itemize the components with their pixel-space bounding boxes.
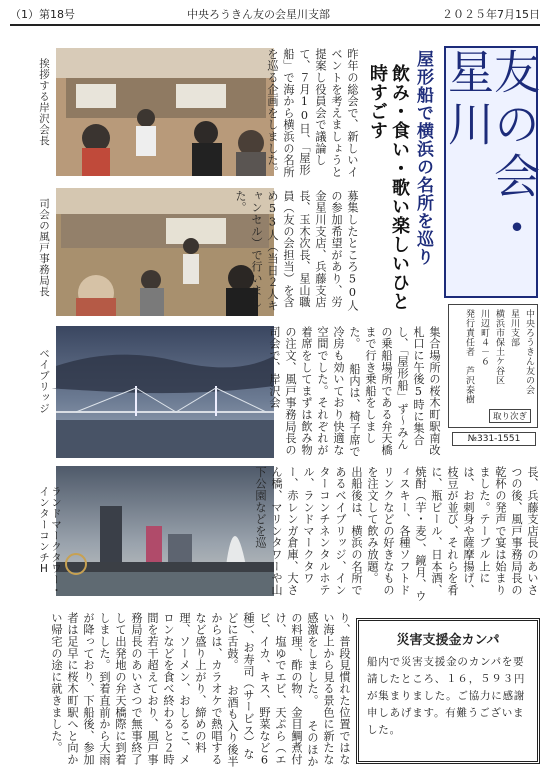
publisher-line: 川辺町４－６ bbox=[479, 309, 489, 366]
photo-bay-bridge bbox=[56, 326, 274, 458]
publisher-line: 横浜市保土ケ谷区 bbox=[494, 309, 504, 385]
donation-box bbox=[356, 618, 540, 764]
skyline-photo-icon bbox=[56, 466, 274, 596]
headline bbox=[364, 50, 434, 320]
photo-greeting bbox=[56, 48, 274, 176]
issue-number: （1）第18号 bbox=[10, 8, 75, 21]
headline-line-2: 飲み・食い・歌い楽しいひと時すごす bbox=[367, 64, 410, 311]
publisher-box bbox=[448, 304, 538, 428]
page-header bbox=[10, 4, 540, 26]
article-column-4: 長、兵藤支店長のあいさつの後、風戸事務局長の乾杯の発声で宴は始まりました。テーブル上には、お刺身や薩摩揚げ、枝豆が並び、それらを肴に、瓶ビール、日本酒、焼酎（芋・麦）、鏡月、ウィスキー、各種ソフトドリンクなどの好きなものを注文して飲み放題。 出船後は、横浜の名所であるベイブリッジ、インターコンチネンタルホテル、ランドマークタワー、赤レンガ倉庫、大さん橋、マリンタワーや山下公園などを巡 bbox=[254, 466, 539, 602]
headline-line-1: 屋形船で横浜の名所を巡り bbox=[413, 50, 433, 266]
people-photo-icon bbox=[56, 48, 274, 176]
photo-landmark-tower bbox=[56, 466, 274, 596]
donation-title: 災害支援金カンパ bbox=[396, 633, 500, 648]
newsletter-org: 中央ろうきん友の会星川支部 bbox=[187, 8, 330, 21]
issue-date: ２０２５年7月15日 bbox=[442, 8, 540, 21]
masthead bbox=[441, 46, 541, 298]
publisher-line: 中央ろうきん友の会 bbox=[524, 309, 534, 395]
distribution-badge: 取り次ぎ bbox=[489, 409, 531, 423]
masthead-title: 友の会・星川 bbox=[441, 48, 541, 256]
publisher-line: 発行責任者 芦沢泰樹 bbox=[464, 309, 474, 404]
photo-caption-mc: 司会の風戸事務局長 bbox=[38, 198, 50, 297]
registration-number: №331-1551 bbox=[452, 432, 536, 446]
bridge-photo-icon bbox=[56, 326, 274, 458]
article-column-5: り、普段見慣れた位置ではない海上から見る景色に新たな感激をしました。 そのほかの料理、酢の物、金目鯛煮付け、塩ゆでエビ、天ぷら（エビ、イカ、キス、野菜など6種）、お寿司（サービス）などに舌鼓。 お酒も入り後半からは、カラオケで熱唱するなど盛り上がり、締めの料理、ソーメン、おしるこ、メロンなどを食べ終わると２時間を若干超えており、風戸事務局長のあいさつで無事終了して出発地の弁天橋際に到着しました。到着直前から大雨が降っており、下船後、参加者は足早に桜木町駅へと向かい帰宅の途に就きました。 bbox=[50, 612, 351, 768]
donation-body: 船内で災害支援金のカンパを要請したところ、１６，５９３円が集まりました。ご協力に感謝申しあげます。有難うございました。 bbox=[367, 656, 526, 736]
article-column-1: 昨年の総会で、新しいイベントを考えましょうと提案し役員会で議論して、７月10日、「屋形船」で海から横浜の名所を巡る企画をしました。 bbox=[266, 48, 359, 178]
photo-caption-greeting: 挨拶する岸沢会長 bbox=[38, 58, 50, 146]
article-column-3: 集合場所の桜木町駅南改札口に午後5時に集合し、「屋形船」ず～みんの乗船場所である弁天橋まで行き乗船をしました。 船内は、椅子席で冷房も効いており快適な空間でした。それぞれが着席をしてまずは飲み物の注文、風戸事務局長の司会で、岸沢会 bbox=[268, 326, 441, 458]
photo-caption-bay-bridge: ベイブリッジ bbox=[38, 348, 50, 414]
photo-caption-landmark: ランドマークタワー・インターコンチH bbox=[38, 486, 62, 596]
publisher-line: 星川支部 bbox=[509, 309, 519, 347]
article-column-2: 募集したところ50人の参加希望があり、労金星川支店、兵藤支店長、玉木次長、星山職員（友の会担当）を含め53人（当日２人キャンセル）で行いました。 bbox=[234, 190, 359, 312]
